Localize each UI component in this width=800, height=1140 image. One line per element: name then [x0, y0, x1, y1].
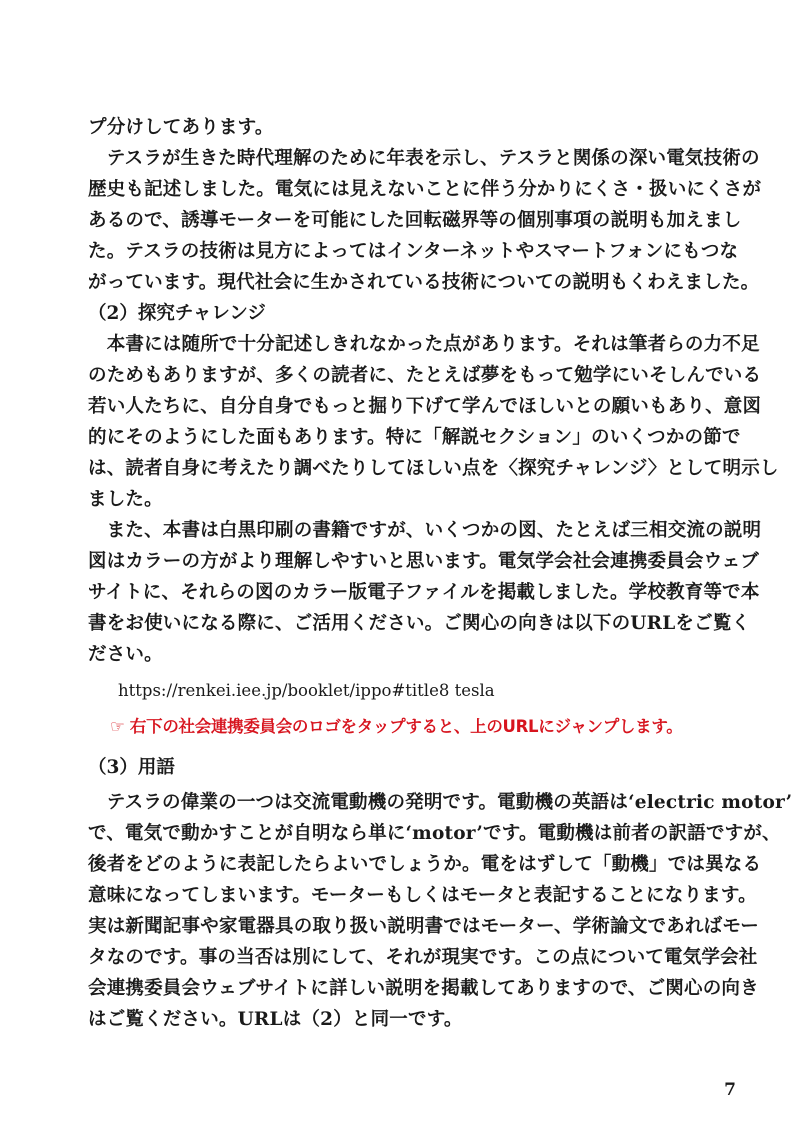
page-number: 7 — [724, 1080, 736, 1100]
body-line: 意味になってしまいます。モーターもしくはモータと表記することになります。 — [88, 885, 757, 906]
body-line: 書をお使いになる際に、ご活用ください。ご関心の向きは以下のURLをご覧く — [88, 613, 751, 634]
body-line: プ分けしてあります。 — [88, 117, 274, 138]
body-line: で、電気で動かすことが自明なら単に‘motor’です。電動機は前者の訳語ですが、 — [88, 823, 781, 844]
body-line: テスラの偉業の一つは交流電動機の発明です。電動機の英語は‘electric motor’ — [88, 792, 793, 813]
body-line: ました。 — [88, 489, 163, 510]
body-line: また、本書は白黒印刷の書籍ですが、いくつかの図、たとえば三相交流の説明 — [88, 520, 762, 541]
committee-url-link[interactable]: https://renkei.iee.jp/booklet/ippo#title8 tesla — [118, 681, 495, 700]
body-line: 会連携委員会ウェブサイトに詳しい説明を掲載してありますので、ご関心の向き — [88, 978, 759, 999]
body-line: タなのです。事の当否は別にして、それが現実です。この点について電気学会社 — [88, 947, 758, 968]
body-line: は、読者自身に考えたり調べたりしてほしい点を〈探究チャレンジ〉として明示し — [88, 458, 779, 479]
section-heading-terminology: （3）用語 — [88, 757, 175, 778]
body-line: 後者をどのように表記したらよいでしょうか。電をはずして「動機」では異なる — [88, 854, 762, 875]
body-line: 本書には随所で十分記述しきれなかった点があります。それは筆者らの力不足 — [88, 334, 760, 355]
body-line: 実は新聞記事や家電器具の取り扱い説明書ではモーター、学術論文であればモー — [88, 916, 759, 937]
body-line: 的にそのようにした面もあります。特に「解説セクション」のいくつかの節で — [88, 427, 741, 448]
body-line: サイトに、それらの図のカラー版電子ファイルを掲載しました。学校教育等で本 — [88, 582, 760, 603]
body-line: 図はカラーの方がより理解しやすいと思います。電気学会社会連携委員会ウェブ — [88, 551, 759, 572]
body-line: あるので、誘導モーターを可能にした回転磁界等の個別事項の説明も加えまし — [88, 210, 742, 231]
body-line: た。テスラの技術は見方によってはインターネットやスマートフォンにもつな — [88, 241, 739, 262]
logo-tap-notice: ☞ 右下の社会連携委員会のロゴをタップすると、上のURLにジャンプします。 — [110, 717, 683, 736]
body-line: テスラが生きた時代理解のために年表を示し、テスラと関係の深い電気技術の — [88, 148, 760, 169]
section-heading-exploration: （2）探究チャレンジ — [88, 303, 266, 324]
body-line: 若い人たちに、自分自身でもっと掘り下げて学んでほしいとの願いもあり、意図 — [88, 396, 762, 417]
body-line: がっています。現代社会に生かされている技術についての説明もくわえました。 — [88, 272, 760, 293]
body-line: のためもありますが、多くの読者に、たとえば夢をもって勉学にいそしんでいる — [88, 365, 762, 386]
body-line: 歴史も記述しました。電気には見えないことに伴う分かりにくさ・扱いにくさが — [88, 179, 762, 200]
body-line: ださい。 — [88, 644, 163, 665]
body-line: はご覧ください。URLは（2）と同一です。 — [88, 1009, 463, 1030]
